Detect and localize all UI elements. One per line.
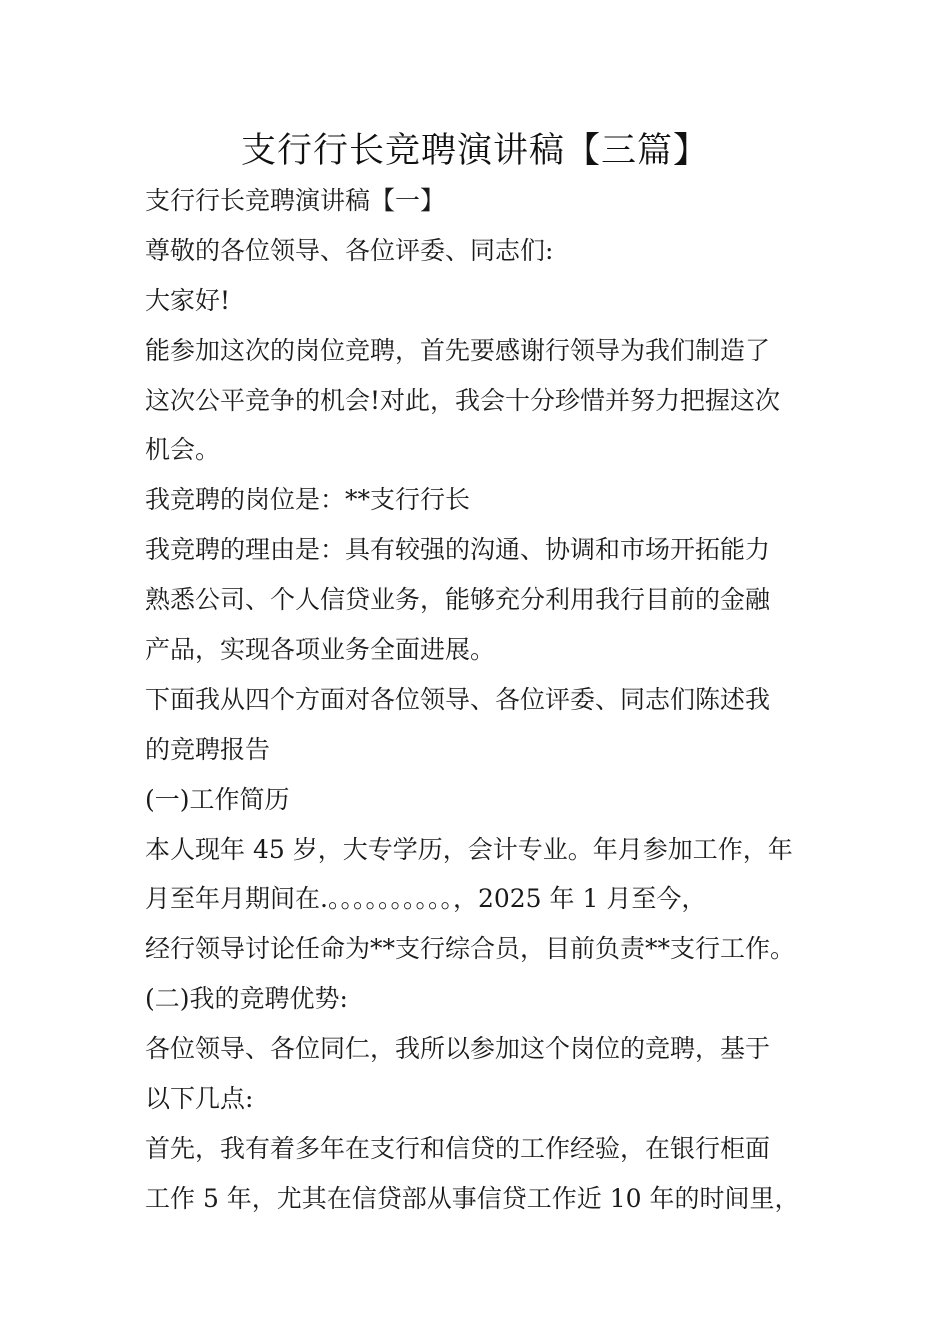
text-line: (二)我的竞聘优势: bbox=[145, 984, 348, 1014]
paragraph bbox=[145, 226, 810, 276]
paragraph bbox=[145, 525, 810, 675]
text-line: (一)工作简历 bbox=[145, 784, 290, 814]
paragraph bbox=[145, 1124, 810, 1224]
paragraph bbox=[145, 475, 810, 525]
text-line: 产品，实现各项业务全面进展。 bbox=[145, 635, 496, 665]
paragraph bbox=[145, 1024, 810, 1124]
paragraph bbox=[145, 176, 810, 226]
text-line: 熟悉公司、个人信贷业务，能够充分利用我行目前的金融 bbox=[145, 585, 771, 615]
text-line: 这次公平竞争的机会!对此，我会十分珍惜并努力把握这次 bbox=[145, 385, 781, 415]
text-line: 我竞聘的岗位是：**支行行长 bbox=[145, 485, 471, 515]
paragraph bbox=[145, 326, 810, 476]
paragraph bbox=[145, 775, 810, 825]
text-line: 以下几点: bbox=[145, 1084, 254, 1114]
text-line: 尊敬的各位领导、各位评委、同志们: bbox=[145, 235, 554, 265]
text-line: 的竞聘报告 bbox=[145, 734, 271, 764]
text-line: 机会。 bbox=[145, 435, 221, 465]
text-line: 经行领导讨论任命为**支行综合员，目前负责**支行工作。 bbox=[145, 934, 796, 964]
document-body bbox=[145, 176, 810, 1224]
text-line: 首先，我有着多年在支行和信贷的工作经验，在银行柜面 bbox=[145, 1133, 771, 1163]
document-title: 支行行长竞聘演讲稿【三篇】 bbox=[240, 131, 709, 171]
paragraph bbox=[145, 825, 810, 975]
text-line: 月至年月期间在.。。。。。。。。。。，2025 年 1 月至今， bbox=[145, 884, 707, 914]
paragraph bbox=[145, 675, 810, 775]
text-line: 支行行长竞聘演讲稿【一】 bbox=[145, 186, 446, 215]
text-line: 本人现年 45 岁，大专学历，会计专业。年月参加工作，年 bbox=[145, 834, 793, 864]
text-line: 大家好! bbox=[145, 285, 231, 315]
text-line: 能参加这次的岗位竞聘，首先要感谢行领导为我们制造了 bbox=[145, 335, 771, 365]
text-line: 下面我从四个方面对各位领导、各位评委、同志们陈述我 bbox=[145, 684, 771, 714]
text-line: 工作 5 年，尤其在信贷部从事信贷工作近 10 年的时间里， bbox=[145, 1183, 800, 1213]
text-line: 各位领导、各位同仁，我所以参加这个岗位的竞聘，基于 bbox=[145, 1034, 771, 1064]
paragraph bbox=[145, 276, 810, 326]
text-line: 我竞聘的理由是：具有较强的沟通、协调和市场开拓能力 bbox=[145, 535, 771, 565]
paragraph bbox=[145, 974, 810, 1024]
